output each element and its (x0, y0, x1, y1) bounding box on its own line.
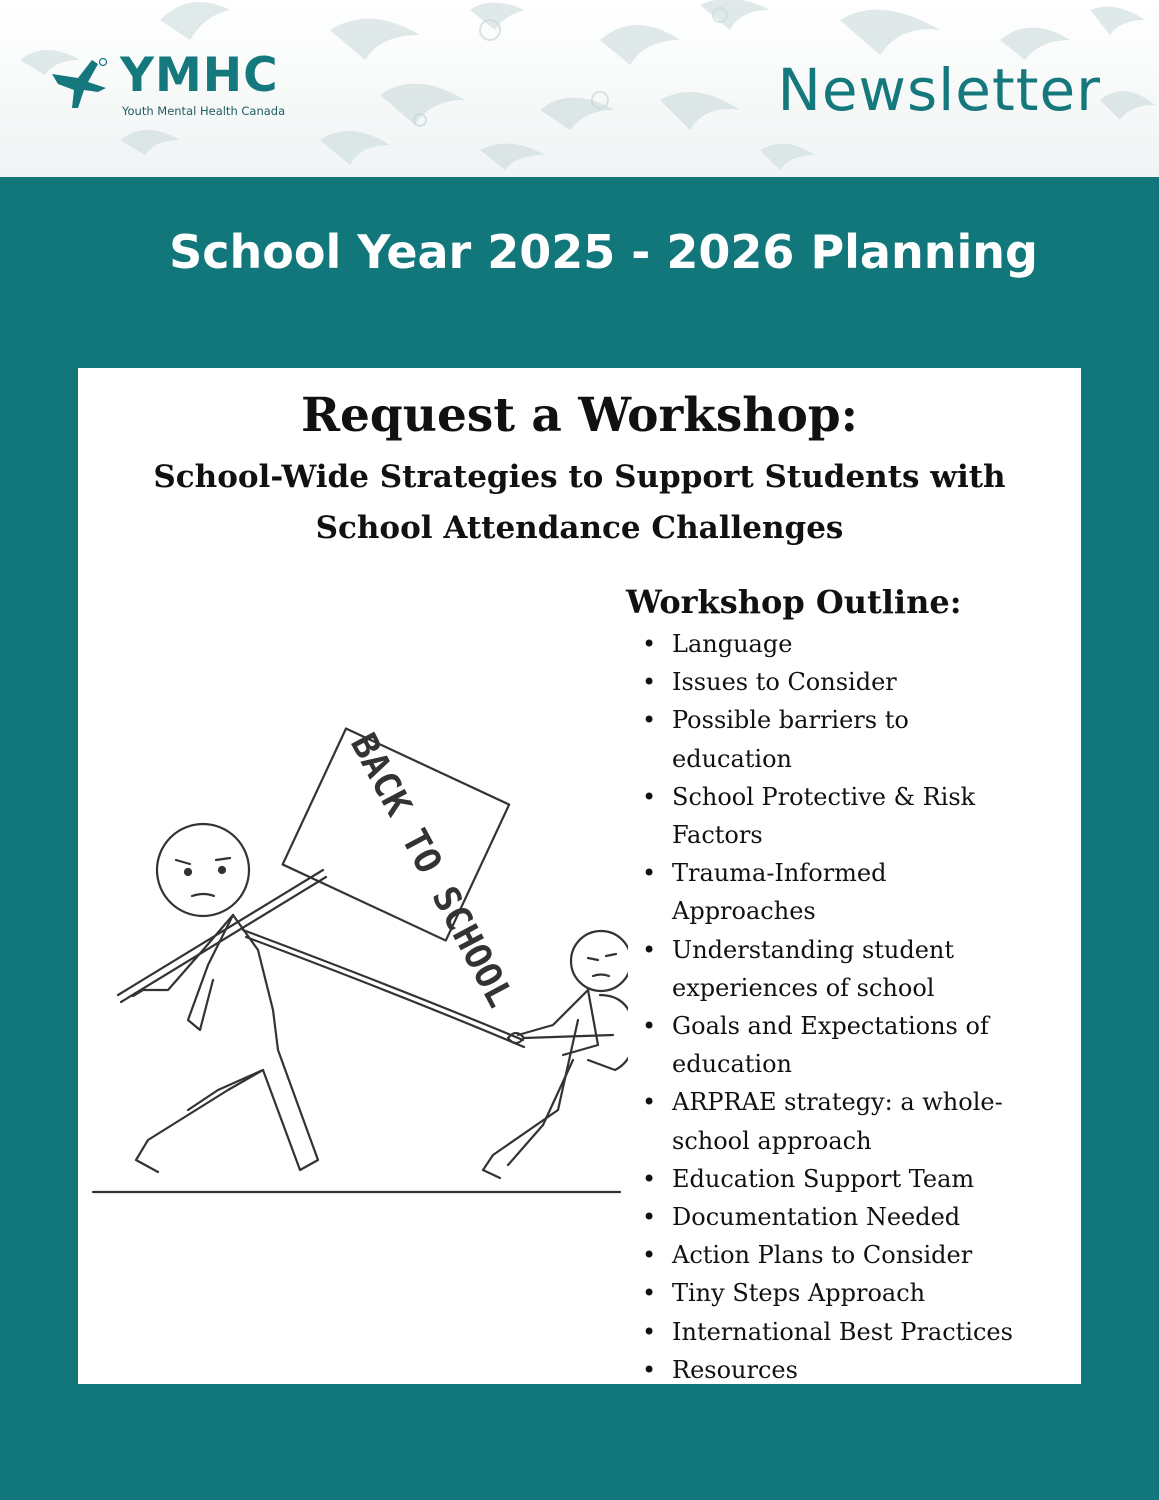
outline-item: • School Protective & Risk Factors (642, 778, 1022, 854)
workshop-outline-list (642, 625, 1022, 1389)
outline-item: • Possible barriers to education (642, 701, 1022, 777)
outline-item: • Education Support Team (642, 1160, 1022, 1198)
outline-item: • Language (642, 625, 1022, 663)
outline-item: • Resources (642, 1351, 1022, 1389)
logo-text: YMHC (120, 48, 279, 103)
outline-item: • Action Plans to Consider (642, 1236, 1022, 1274)
outline-item: • Tiny Steps Approach (642, 1274, 1022, 1312)
ymhc-logo[interactable] (48, 48, 308, 128)
back-to-school-sign-text: BACK TO SCHOOL (342, 726, 521, 1015)
back-to-school-illustration (88, 690, 628, 1210)
outline-item: • Documentation Needed (642, 1198, 1022, 1236)
logo-subtitle: Youth Mental Health Canada (122, 104, 286, 118)
bird-logo-icon (48, 52, 118, 122)
workshop-card (78, 368, 1081, 1384)
newsletter-label: Newsletter (777, 56, 1101, 124)
newsletter-header (0, 0, 1159, 177)
outline-item: • International Best Practices (642, 1313, 1022, 1351)
outline-item: • ARPRAE strategy: a whole-school approach (642, 1083, 1022, 1159)
outline-item: • Trauma-Informed Approaches (642, 854, 1022, 930)
outline-item: • Issues to Consider (642, 663, 1022, 701)
outline-item: • Understanding student experiences of school (642, 931, 1022, 1007)
card-title: Request a Workshop: (300, 388, 859, 443)
section-title: School Year 2025 - 2026 Planning (169, 225, 1038, 279)
outline-heading: Workshop Outline: (626, 583, 962, 621)
outline-item: • Goals and Expectations of education (642, 1007, 1022, 1083)
card-subtitle: School-Wide Strategies to Support Students with School Attendance Challenges (153, 459, 1006, 546)
